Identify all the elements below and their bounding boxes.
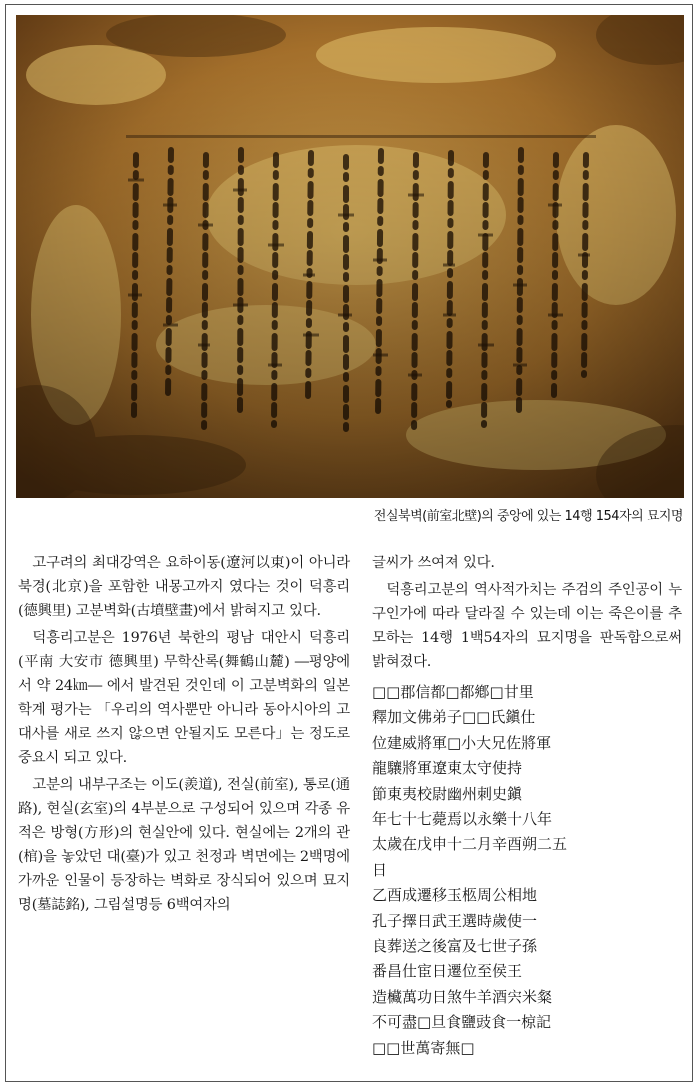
inscription-line: 番昌仕宦日遷位至侯王 — [372, 962, 523, 981]
inscription-line: 節東夷校尉幽州刺史鎭 — [372, 784, 523, 803]
inscription-line: 年七十七薨焉以永樂十八年 — [372, 810, 553, 829]
body-paragraph: 고구려의 최대강역은 요하이동(遼河以東)이 아니라 북경(北京)을 포함한 내몽고까지 였다는 것이 덕흥리(德興里) 고분벽화(古墳壁畫)에서 밝혀지고 있다. — [18, 555, 350, 619]
inscription-line: 日 — [372, 860, 388, 879]
mural-photo-graphic — [16, 15, 684, 498]
body-paragraph: 덕흥리고분은 1976년 북한의 평남 대안시 덕흥리(平南 大安市 德興里) 무학산록(舞鶴山麓) ―평양에서 약 24㎞― 에서 발견된 것인데 이 고분벽화의 일본학계 평가는 「우리의 역사뿐만 아니라 동아시아의 고대사를 새로 쓰지 않으면 안될지도 모른다」는 정도로 중요시 되고 있다. — [18, 630, 350, 766]
inscription-line: 孔子擇日武王選時歲使一 — [372, 911, 538, 930]
photo-caption: 전실북벽(前室北壁)의 중앙에 있는 14행 154자의 묘지명 — [373, 509, 683, 524]
body-paragraph: 고분의 내부구조는 이도(羨道), 전실(前室), 통로(通路), 현실(玄室)의 4부분으로 구성되어 있으며 각종 유적은 방형(方形)의 현실안에 있다. 현실에는 2개의 관(棺)을 놓았던 대(臺)가 있고 천정과 벽면에는 2백명에 가까운 인물이 등장하는 벽화로 장식되어 있으며 묘지명(墓誌銘), 그림설명등 6백여자의 — [18, 777, 350, 913]
continued-text: 글씨가 쓰여져 있다. — [372, 555, 495, 571]
inscription-line: □□世萬寄無□ — [372, 1038, 475, 1057]
epitaph-inscription — [372, 680, 682, 1061]
inscription-line: 乙酉成遷移玉柩周公相地 — [372, 886, 538, 905]
inscription-line: 位建威將軍□小大兄佐將軍 — [372, 733, 552, 752]
inscription-line: 良葬送之後富及七世子孫 — [372, 937, 538, 956]
inscription-line: □□郡信都□都鄕□甘里 — [372, 683, 534, 701]
inscription-line: 龍驤將軍遼東太守使持 — [372, 759, 523, 778]
inscription-line: 不可盡□旦食鹽豉食一椋記 — [372, 1013, 552, 1032]
left-text-column — [18, 551, 350, 920]
inscription-line: 造欌萬功日煞牛羊酒宍米粲 — [372, 987, 553, 1006]
right-text-column — [372, 551, 682, 1061]
inscription-line: 太歲在戊申十二月辛酉朔二五 — [372, 835, 568, 854]
inscription-line: 釋加文佛弟子□□氏鎭仕 — [372, 708, 536, 727]
tomb-north-wall-inscription-photo — [16, 15, 684, 498]
body-paragraph: 덕흥리고분의 역사적가치는 주검의 주인공이 누구인가에 따라 달라질 수 있는데 이는 죽은이를 추모하는 14행 1백54자의 묘지명을 판독함으로써 밝혀졌다. — [372, 582, 682, 670]
